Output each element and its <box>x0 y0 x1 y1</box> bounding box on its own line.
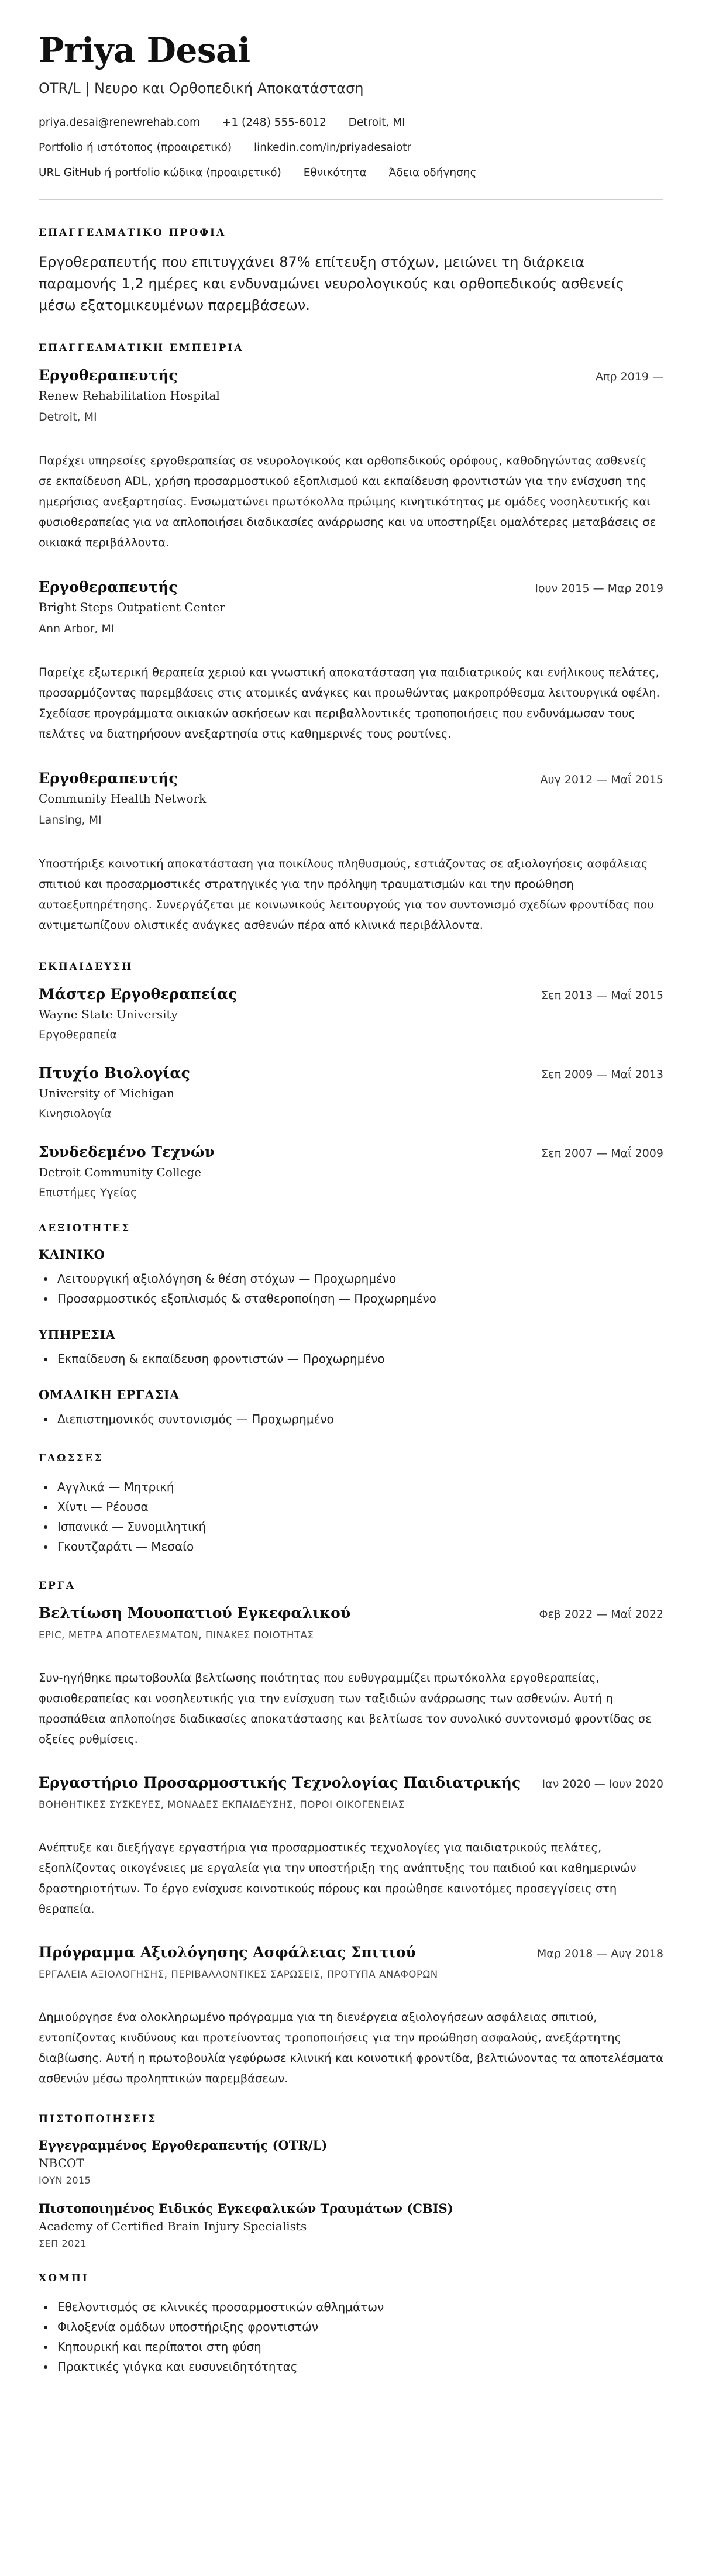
project-description: Δημιούργησε ένα ολοκληρωμένο πρόγραμμα για τη διενέργεια αξιολογήσεων ασφάλειας σπιτιού, εντοπίζοντας κινδύνους και προτείνοντας τροποποιήσεις για την προώθηση ασφαλούς, ανεξάρτητης διαβίωσης. Αυτή η πρωτοβουλία γεφύρωσε κλινική και κοινοτική φροντίδα, βελτιώνοντας τα αποτελέσματα ασθενών μέσω προληπτικών παρεμβάσεων. <box>39 2010 663 2085</box>
contact-phone[interactable]: +1 (248) 555-6012 <box>222 116 326 129</box>
certifications-heading: ΠΙΣΤΟΠΟΙΗΣΕΙΣ <box>39 2113 157 2125</box>
skill-group-title: ΟΜΑΔΙΚΗ ΕΡΓΑΣΙΑ <box>39 1387 180 1402</box>
experience-entry <box>39 770 663 935</box>
certification-date: ΙΟΥΝ 2015 <box>39 2174 91 2186</box>
project-tech: ΒΟΗΘΗΤΙΚΕΣ ΣΥΣΚΕΥΕΣ, ΜΟΝΑΔΕΣ ΕΚΠΑΙΔΕΥΣΗΣ, ΠΟΡΟΙ ΟΙΚΟΓΕΝΕΙΑΣ <box>39 1799 405 1810</box>
job-description: Παρείχε εξωτερική θεραπεία χεριού και γνωστική αποκατάσταση για παιδιατρικούς και ενήλικους πελάτες, προσαρμόζοντας παρεμβάσεις στις ατομικές ανάγκες και προωθώντας μακροπρόθεσμα λειτουργικά οφέλη. Σχεδίασε προγράμματα οικιακών ασκήσεων και περιβαλλοντικές τροποποιήσεις που ενδυνάμωσαν τους πελάτες να διατηρήσουν ανεξαρτησία στις καθημερινές τους ρουτίνες. <box>39 665 660 741</box>
project-date: Φεβ 2022 — Μαΐ 2022 <box>539 1607 663 1621</box>
contact-email[interactable]: priya.desai@renewrehab.com <box>39 116 200 129</box>
degree-date: Σεπ 2007 — Μαΐ 2009 <box>541 1146 663 1160</box>
certifications-section <box>39 2113 663 2249</box>
project-tech: EPIC, ΜΕΤΡΑ ΑΠΟΤΕΛΕΣΜΑΤΩΝ, ΠΙΝΑΚΕΣ ΠΟΙΟΤΗΤΑΣ <box>39 1629 314 1641</box>
job-company: Renew Rehabilitation Hospital <box>39 388 220 402</box>
project-entry <box>39 1944 663 2089</box>
contact-github[interactable]: URL GitHub ή portfolio κώδικα (προαιρετικό) <box>39 166 281 179</box>
profile-summary: Εργοθεραπευτής που επιτυγχάνει 87% επίτευξη στόχων, μειώνει τη διάρκεια παραμονής 1,2 ημέρες και ενδυναμώνει νευρολογικούς και ορθοπεδικούς ασθενείς μέσω εξατομικευμένων παρεμβάσεων. <box>39 253 624 314</box>
contact-nationality: Εθνικότητα <box>303 166 367 179</box>
certification-entry <box>39 2138 663 2186</box>
degree-date: Σεπ 2009 — Μαΐ 2013 <box>541 1067 663 1081</box>
education-entry <box>39 1144 663 1199</box>
contact-location: Detroit, MI <box>348 116 405 129</box>
job-location: Lansing, MI <box>39 813 102 826</box>
education-entry <box>39 986 663 1041</box>
language-item: • Γκουτζαράτι — Μεσαίο <box>55 1537 663 1556</box>
job-description: Υποστήριξε κοινοτική αποκατάσταση για ποικίλους πληθυσμούς, εστιάζοντας σε αξιολογήσεις ασφάλειας σπιτιού και προσαρμοστικές στρατηγικές για την πρόληψη τραυματισμών και την προώθηση αυτοεξυπηρέτησης. Συνεργάζεται με κοινωνικούς λειτουργούς για τον συντονισμό σχεδίων φροντίδας που αντιμετωπίζουν ολιστικές ανάγκες ασθενών πέρα από κλινικά περιβάλλοντα. <box>39 856 654 932</box>
hobby-item: • Πρακτικές γιόγκα και ευσυνειδητότητας <box>55 2357 663 2377</box>
degree-field: Κινησιολογία <box>39 1107 112 1120</box>
school-name: University of Michigan <box>39 1086 174 1100</box>
project-description: Συν-ηγήθηκε πρωτοβουλία βελτίωσης ποιότητας που ευθυγραμμίζει πρωτόκολλα εργοθεραπείας, φυσιοθεραπείας και νοσηλευτικής για την ενίσχυση των ταξιδιών ανάρρωσης των ασθενών. Αυτή η προσπάθεια απλοποίησε διαδικασίες αποκατάστασης και βελτίωσε τον συνολικό συντονισμό φροντίδας σε οξείες ρυθμίσεις. <box>39 1671 652 1746</box>
project-date: Ιαν 2020 — Ιουν 2020 <box>542 1777 663 1790</box>
certification-title: Εγγεγραμμένος Εργοθεραπευτής (OTR/L) <box>39 2137 328 2153</box>
skill-list <box>39 1409 663 1429</box>
degree-title: Πτυχίο Βιολογίας <box>39 1064 190 1082</box>
degree-title: Μάστερ Εργοθεραπείας <box>39 985 238 1003</box>
degree-field: Επιστήμες Υγείας <box>39 1186 137 1199</box>
contact-line-extra <box>39 167 663 179</box>
language-item: • Αγγλικά — Μητρική <box>55 1477 663 1497</box>
job-subtitle: OTR/L | Νευρο και Ορθοπεδική Αποκατάσταση <box>39 80 364 97</box>
education-section <box>39 961 663 1199</box>
degree-date: Σεπ 2013 — Μαΐ 2015 <box>541 989 663 1002</box>
hobbies-heading: ΧΟΜΠΙ <box>39 2272 89 2284</box>
project-title: Βελτίωση Μουοπατιού Εγκεφαλικού <box>39 1604 351 1621</box>
language-item: • Χίντι — Ρέουσα <box>55 1497 663 1517</box>
education-heading: ΕΚΠΑΙΔΕΥΣΗ <box>39 960 133 973</box>
project-tech: ΕΡΓΑΛΕΙΑ ΑΞΙΟΛΟΓΗΣΗΣ, ΠΕΡΙΒΑΛΛΟΝΤΙΚΕΣ ΣΑΡΩΣΕΙΣ, ΠΡΟΤΥΠΑ ΑΝΑΦΟΡΩΝ <box>39 1968 438 1980</box>
languages-heading: ΓΛΩΣΣΕΣ <box>39 1452 104 1464</box>
school-name: Wayne State University <box>39 1007 178 1021</box>
job-company: Community Health Network <box>39 791 207 805</box>
experience-section <box>39 342 663 935</box>
project-title: Πρόγραμμα Αξιολόγησης Ασφάλειας Σπιτιού <box>39 1943 416 1961</box>
job-date: Ιουν 2015 — Μαρ 2019 <box>535 581 663 595</box>
skill-item: • Εκπαίδευση & εκπαίδευση φροντιστών — Προχωρημένο <box>55 1349 663 1369</box>
job-date: Απρ 2019 — <box>596 370 663 383</box>
skills-section <box>39 1222 663 1429</box>
language-item: • Ισπανικά — Συνομιλητική <box>55 1517 663 1537</box>
job-title: Εργοθεραπευτής <box>39 769 178 787</box>
job-company: Bright Steps Outpatient Center <box>39 600 225 614</box>
skills-heading: ΔΕΞΙΟΤΗΤΕΣ <box>39 1222 131 1234</box>
job-title: Εργοθεραπευτής <box>39 366 178 384</box>
hobbies-section <box>39 2272 663 2377</box>
hobby-item: • Φιλοξενία ομάδων υποστήριξης φροντιστών <box>55 2317 663 2337</box>
job-date: Αυγ 2012 — Μαΐ 2015 <box>540 773 663 786</box>
hobby-item: • Κηπουρική και περίπατοι στη φύση <box>55 2337 663 2357</box>
language-list <box>39 1477 663 1556</box>
project-title: Εργαστήριο Προσαρμοστικής Τεχνολογίας Παιδιατρικής <box>39 1773 521 1791</box>
resume-header <box>39 30 663 179</box>
skill-item: • Διεπιστημονικός συντονισμός — Προχωρημένο <box>55 1409 663 1429</box>
profile-heading: ΕΠΑΓΓΕΛΜΑΤΙΚΟ ΠΡΟΦΙΛ <box>39 226 226 239</box>
hobby-list <box>39 2297 663 2377</box>
certification-issuer: NBCOT <box>39 2155 84 2170</box>
job-location: Detroit, MI <box>39 410 97 423</box>
experience-entry <box>39 578 663 744</box>
education-entry <box>39 1065 663 1120</box>
job-location: Ann Arbor, MI <box>39 622 115 635</box>
contact-line-links <box>39 142 663 154</box>
certification-date: ΣΕΠ 2021 <box>39 2237 87 2249</box>
project-date: Μαρ 2018 — Αυγ 2018 <box>536 1947 663 1960</box>
certification-entry <box>39 2201 663 2249</box>
degree-field: Εργοθεραπεία <box>39 1028 118 1041</box>
languages-section <box>39 1452 663 1556</box>
contact-portfolio[interactable]: Portfolio ή ιστότοπος (προαιρετικό) <box>39 141 232 154</box>
skill-item: • Προσαρμοστικός εξοπλισμός & σταθεροποίηση — Προχωρημένο <box>55 1289 663 1308</box>
project-description: Ανέπτυξε και διεξήγαγε εργαστήρια για προσαρμοστικές τεχνολογίες για παιδιατρικούς πελάτες, εξοπλίζοντας οικογένειες με εργαλεία για την υποστήριξη της ανάπτυξης του παιδιού και καθημερινών δραστηριοτήτων. Το έργο ενίσχυσε κοινοτικούς πόρους και προώθησε καινοτόμες προσεγγίσεις στη θεραπεία. <box>39 1840 636 1916</box>
projects-heading: ΕΡΓΑ <box>39 1579 75 1592</box>
experience-entry <box>39 367 663 553</box>
job-title: Εργοθεραπευτής <box>39 578 178 595</box>
skill-group-title: ΥΠΗΡΕΣΙΑ <box>39 1327 116 1342</box>
projects-section <box>39 1580 663 2089</box>
contact-driving-license: Άδεια οδήγησης <box>388 166 477 179</box>
job-description: Παρέχει υπηρεσίες εργοθεραπείας σε νευρολογικούς και ορθοπεδικούς ορόφους, καθοδηγώντας ασθενείς σε εκπαίδευση ADL, χρήση προσαρμοστικού εξοπλισμού και εκπαίδευση φροντιστών για την ενίσχυση της ημερήσιας ανεξαρτησίας. Ενσωματώνει πρωτόκολλα πρώιμης κινητικότητας με ομάδες νοσηλευτικής και φυσιοθεραπείας για να απλοποιήσει διαδικασίες ανάρρωσης και να υποστηρίξει ομαλότερες μεταβάσεις σε οικιακά περιβάλλοντα. <box>39 453 656 549</box>
profile-section <box>39 227 663 316</box>
skill-item: • Λειτουργική αξιολόγηση & θέση στόχων — Προχωρημένο <box>55 1269 663 1289</box>
skill-list <box>39 1269 663 1308</box>
certification-title: Πιστοποιημένος Ειδικός Εγκεφαλικών Τραυμάτων (CBIS) <box>39 2200 453 2216</box>
skill-list <box>39 1349 663 1369</box>
project-entry <box>39 1774 663 1919</box>
hobby-item: • Εθελοντισμός σε κλινικές προσαρμοστικών αθλημάτων <box>55 2297 663 2317</box>
experience-heading: ΕΠΑΓΓΕΛΜΑΤΙΚΗ ΕΜΠΕΙΡΙΑ <box>39 342 244 354</box>
contact-linkedin[interactable]: linkedin.com/in/priyadesaiotr <box>254 141 411 154</box>
project-entry <box>39 1604 663 1750</box>
school-name: Detroit Community College <box>39 1165 202 1179</box>
skill-group-title: ΚΛΙΝΙΚΟ <box>39 1246 105 1262</box>
contact-line-primary <box>39 116 663 129</box>
header-divider <box>39 199 663 200</box>
certification-issuer: Academy of Certified Brain Injury Specialists <box>39 2219 307 2233</box>
person-name: Priya Desai <box>39 30 250 70</box>
degree-title: Συνδεδεμένο Τεχνών <box>39 1143 215 1160</box>
